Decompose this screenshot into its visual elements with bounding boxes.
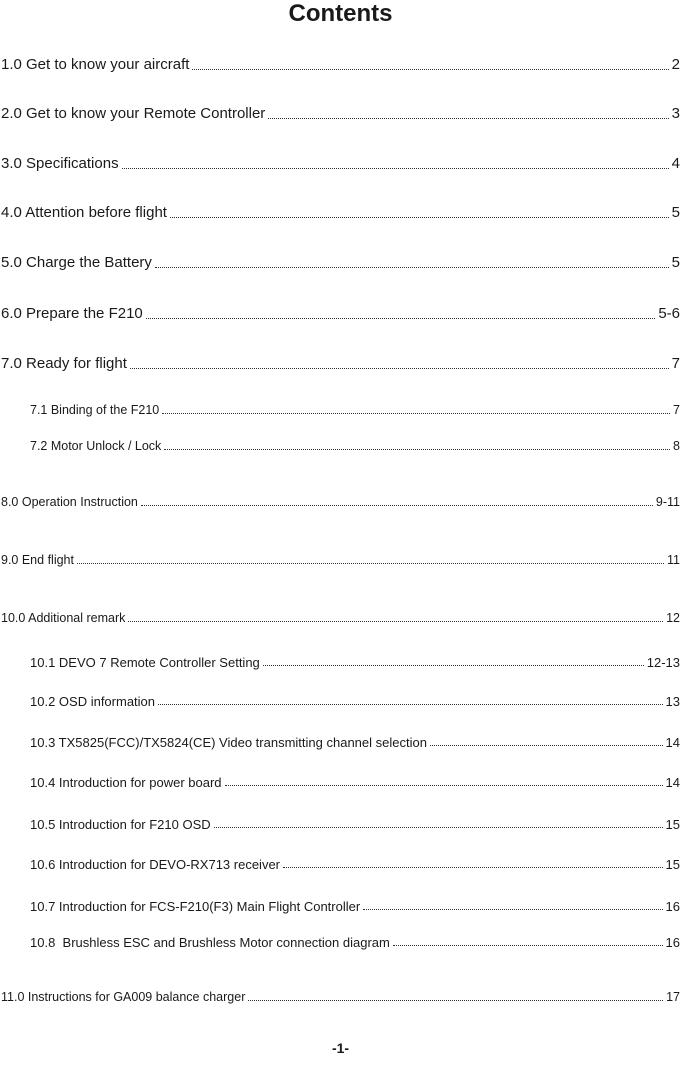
toc-entry-label: 10.1 DEVO 7 Remote Controller Setting (30, 655, 260, 670)
toc-entry-label: 7.2 Motor Unlock / Lock (30, 439, 162, 453)
toc-page-number: 4 (671, 155, 680, 172)
toc-entry-label: 11.0 Instructions for GA009 balance charger (1, 990, 246, 1004)
page-title: Contents (288, 0, 393, 27)
toc-page-number: 13 (665, 694, 680, 709)
dot-leader (214, 827, 663, 828)
toc-page-number: 5 (671, 254, 680, 271)
toc-entry-10-5[interactable] (30, 817, 681, 832)
dot-leader (268, 118, 668, 119)
dot-leader (158, 704, 663, 705)
toc-entry-10-8[interactable] (30, 935, 681, 950)
toc-entry-label: 4.0 Attention before flight (1, 204, 167, 221)
toc-entry-label: 2.0 Get to know your Remote Controller (1, 105, 266, 122)
toc-entry-7-0[interactable] (1, 355, 681, 373)
toc-entry-8-0[interactable] (1, 495, 681, 510)
toc-entry-11-0[interactable] (1, 990, 681, 1005)
toc-page-number: 7 (673, 403, 680, 417)
toc-entry-10-4[interactable] (30, 775, 681, 790)
toc-entry-label: 8.0 Operation Instruction (1, 495, 138, 509)
dot-leader (164, 449, 670, 450)
toc-page-number: 3 (671, 105, 680, 122)
toc-entry-label: 5.0 Charge the Battery (1, 254, 152, 271)
dot-leader (263, 665, 644, 666)
toc-entry-label: 6.0 Prepare the F210 (1, 305, 143, 322)
dot-leader (430, 745, 663, 746)
toc-page-number: 2 (671, 56, 680, 73)
dot-leader (283, 867, 663, 868)
page-number: -1- (331, 1040, 350, 1056)
toc-page-number: 7 (671, 355, 680, 372)
toc-page-number: 11 (667, 553, 680, 567)
toc-entry-7-2[interactable] (30, 439, 681, 454)
toc-entry-10-2[interactable] (30, 694, 681, 709)
toc-entry-label: 10.4 Introduction for power board (30, 775, 222, 790)
toc-entry-10-3[interactable] (30, 735, 681, 750)
toc-entry-3-0[interactable] (1, 155, 681, 173)
toc-entry-label: 10.8 Brushless ESC and Brushless Motor connection diagram (30, 935, 390, 950)
toc-page-number: 12-13 (646, 655, 680, 670)
toc-entry-label: 10.6 Introduction for DEVO-RX713 receiver (30, 857, 281, 872)
toc-entry-10-7[interactable] (30, 899, 681, 914)
toc-page-number: 17 (666, 990, 680, 1004)
toc-entry-7-1[interactable] (30, 403, 681, 418)
toc-entry-10-1[interactable] (30, 655, 681, 670)
toc-page-number: 16 (665, 899, 680, 914)
dot-leader (77, 563, 664, 564)
toc-entry-1-0[interactable] (1, 56, 681, 74)
dot-leader (141, 505, 653, 506)
dot-leader (170, 217, 669, 218)
toc-entry-4-0[interactable] (1, 204, 681, 222)
toc-page-number: 14 (665, 735, 680, 750)
toc-page-number: 16 (665, 935, 680, 950)
toc-page-number: 15 (665, 857, 680, 872)
toc-page-number: 5 (671, 204, 680, 221)
dot-leader (192, 69, 668, 70)
toc-entry-label: 3.0 Specifications (1, 155, 119, 172)
dot-leader (128, 621, 663, 622)
toc-entry-2-0[interactable] (1, 105, 681, 123)
toc-entry-label: 10.0 Additional remark (1, 611, 126, 625)
toc-entry-10-0[interactable] (1, 611, 681, 626)
dot-leader (393, 945, 663, 946)
toc-entry-label: 10.3 TX5825(FCC)/TX5824(CE) Video transmitting channel selection (30, 735, 427, 750)
toc-entry-label: 9.0 End flight (1, 553, 74, 567)
dot-leader (363, 909, 662, 910)
dot-leader (248, 1000, 663, 1001)
dot-leader (122, 168, 669, 169)
toc-page-number: 5-6 (658, 305, 680, 322)
toc-entry-6-0[interactable] (1, 305, 681, 323)
dot-leader (146, 318, 656, 319)
dot-leader (155, 267, 669, 268)
toc-page-number: 14 (665, 775, 680, 790)
toc-page-number: 15 (665, 817, 680, 832)
toc-entry-label: 10.2 OSD information (30, 694, 156, 709)
toc-entry-label: 10.7 Introduction for FCS-F210(F3) Main Flight Controller (30, 899, 361, 914)
toc-entry-label: 7.0 Ready for flight (1, 355, 127, 372)
toc-entry-5-0[interactable] (1, 254, 681, 272)
dot-leader (225, 785, 663, 786)
toc-page-number: 9-11 (655, 495, 680, 509)
toc-entry-label: 10.5 Introduction for F210 OSD (30, 817, 211, 832)
toc-entry-10-6[interactable] (30, 857, 681, 872)
toc-page-number: 12 (666, 611, 680, 625)
toc-entry-label: 7.1 Binding of the F210 (30, 403, 160, 417)
dot-leader (130, 368, 669, 369)
toc-entry-9-0[interactable] (1, 553, 681, 568)
toc-page-number: 8 (673, 439, 680, 453)
dot-leader (162, 413, 670, 414)
toc-entry-label: 1.0 Get to know your aircraft (1, 56, 190, 73)
